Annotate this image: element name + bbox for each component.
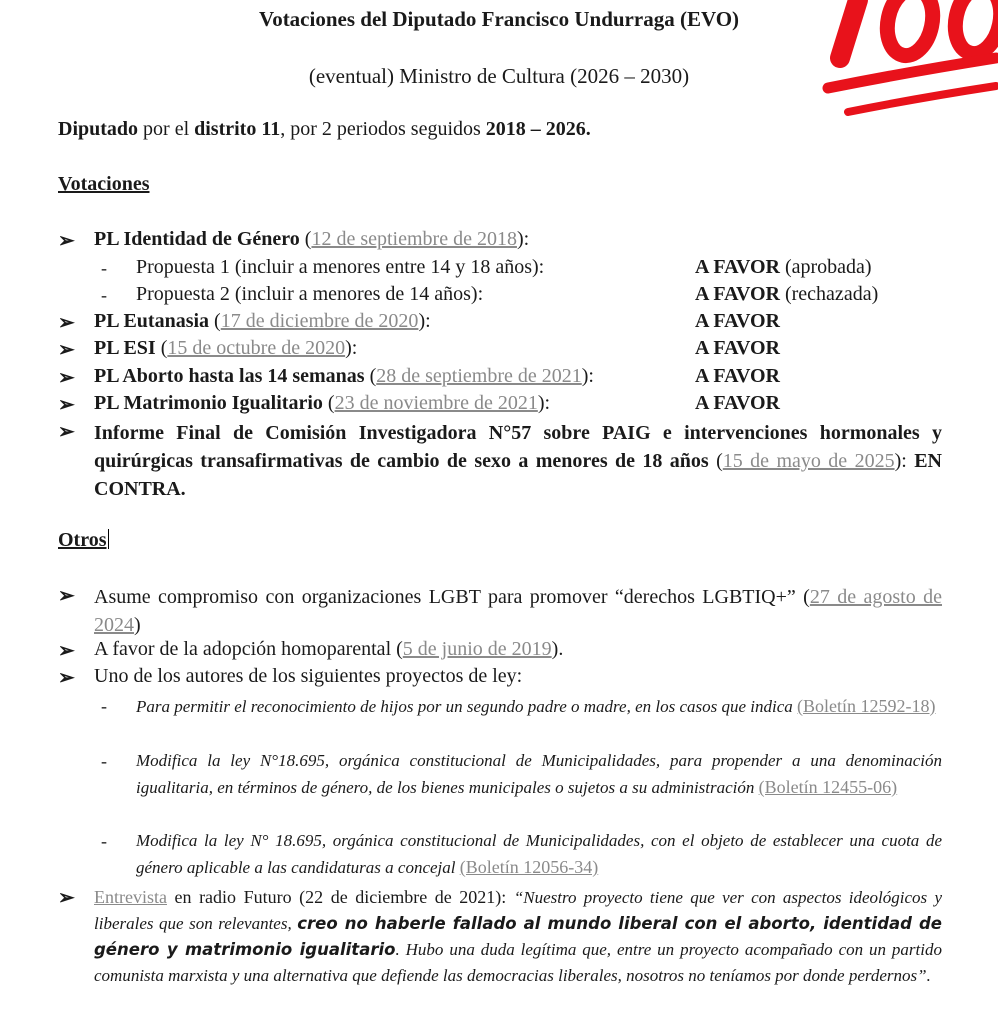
proyecto-item: Para permitir el reconocimiento de hijos por un segundo padre o madre, en los casos que indica (Boletín 12592-18) xyxy=(136,696,936,716)
sub-item-propuesta-1: Propuesta 1 (incluir a menores entre 14 y 18 años): xyxy=(136,256,545,278)
otros-item-autor-proyectos: Uno de los autores de los siguientes proyectos de ley: xyxy=(94,665,523,687)
document-title: Votaciones del Diputado Francisco Undurraga (EVO) xyxy=(258,7,740,31)
date-link[interactable]: 12 de septiembre de 2018 xyxy=(311,228,517,250)
otros-item-compromiso-lgbt: Asume compromiso con organizaciones LGBT para promover “derechos LGBTIQ+” (27 de agosto de 2024) xyxy=(94,586,942,636)
vote-item-identidad-genero: PL Identidad de Género (12 de septiembre de 2018): xyxy=(94,228,530,250)
proyecto-item: Modifica la ley N° 18.695, orgánica constitucional de Municipalidades, con el objeto de establecer una cuota de género aplicable a las candidaturas a concejal (Boletín 12056-34) xyxy=(136,831,942,877)
sub-item-propuesta-2-vote: A FAVOR (rechazada) xyxy=(695,283,879,305)
document-subtitle: (eventual) Ministro de Cultura (2026 – 2030) xyxy=(308,64,690,88)
vote-item-matrimonio: PL Matrimonio Igualitario (23 de noviembre de 2021): xyxy=(94,392,551,414)
text-cursor xyxy=(108,529,109,549)
boletin-link[interactable]: (Boletín 12056-34) xyxy=(459,857,599,877)
arrow-bullet-icon: ➢ xyxy=(58,887,75,909)
section-votaciones-heading: Votaciones xyxy=(58,173,150,195)
dash-bullet: - xyxy=(101,258,107,278)
vote-item-aborto: PL Aborto hasta las 14 semanas (28 de septiembre de 2021): xyxy=(94,365,594,387)
vote-item-esi: PL ESI (15 de octubre de 2020): xyxy=(94,337,358,359)
vote-aborto: A FAVOR xyxy=(695,365,780,387)
dash-bullet: - xyxy=(101,831,107,851)
date-link[interactable]: 15 de octubre de 2020 xyxy=(167,337,346,359)
vote-item-informe-final: Informe Final de Comisión Investigadora N°57 sobre PAIG e intervenciones hormonales y quirúrgicas transafirmativas de cambio de sexo a menores de 18 años (15 de mayo de 2025): EN CONTRA. xyxy=(94,422,942,500)
arrow-bullet-icon: ➢ xyxy=(58,667,75,689)
vote-item-eutanasia: PL Eutanasia (17 de diciembre de 2020): xyxy=(94,310,431,332)
date-link[interactable]: 17 de diciembre de 2020 xyxy=(220,310,419,332)
date-link[interactable]: 23 de noviembre de 2021 xyxy=(334,392,538,414)
arrow-bullet-icon: ➢ xyxy=(58,640,75,662)
vote-matrimonio: A FAVOR xyxy=(695,392,780,414)
dash-bullet: - xyxy=(101,696,107,716)
date-link[interactable]: 27 de agosto de 2024 xyxy=(94,586,942,636)
otros-item-adopcion: A favor de la adopción homoparental (5 de junio de 2019). xyxy=(94,638,564,660)
arrow-bullet-icon: ➢ xyxy=(58,367,75,389)
sub-item-propuesta-1-vote: A FAVOR (aprobada) xyxy=(695,256,872,278)
arrow-bullet-icon: ➢ xyxy=(58,585,75,607)
date-link[interactable]: 5 de junio de 2019 xyxy=(402,638,552,660)
boletin-link[interactable]: (Boletín 12592-18) xyxy=(797,696,936,716)
section-otros-heading: Otros xyxy=(58,529,107,551)
arrow-bullet-icon: ➢ xyxy=(58,230,75,252)
sub-item-propuesta-2: Propuesta 2 (incluir a menores de 14 años): xyxy=(136,283,484,305)
boletin-link[interactable]: (Boletín 12455-06) xyxy=(758,777,898,797)
arrow-bullet-icon: ➢ xyxy=(58,421,75,443)
proyecto-item: Modifica la ley N°18.695, orgánica constitucional de Municipalidades, para propender a una denominación igualitaria, en términos de género, de los bienes municipales o sujetos a su administración (Boletín 12455-06) xyxy=(136,751,942,797)
dash-bullet: - xyxy=(101,285,107,305)
vote-esi: A FAVOR xyxy=(695,337,780,359)
dash-bullet: - xyxy=(101,751,107,771)
intro-line: Diputado por el distrito 11, por 2 periodos seguidos 2018 – 2026. xyxy=(58,118,591,140)
vote-eutanasia: A FAVOR xyxy=(695,310,780,332)
arrow-bullet-icon: ➢ xyxy=(58,394,75,416)
date-link[interactable]: 15 de mayo de 2025 xyxy=(722,450,895,472)
date-link[interactable]: 28 de septiembre de 2021 xyxy=(376,365,582,387)
otros-item-entrevista: Entrevista en radio Futuro (22 de diciembre de 2021): “Nuestro proyecto tiene que ver con aspectos ideológicos y liberales que son relevantes, creo no haberle fallado al mundo liberal con el aborto, identidad de género y matrimonio igualitario. Hubo una duda legítima que, entre un proyecto acompañado con un partido comunista marxista y una alternativa que defiende las democracias liberales, nosotros no teníamos por donde perdernos”. xyxy=(94,887,942,985)
arrow-bullet-icon: ➢ xyxy=(58,312,75,334)
arrow-bullet-icon: ➢ xyxy=(58,339,75,361)
entrevista-link[interactable]: Entrevista xyxy=(94,887,167,907)
